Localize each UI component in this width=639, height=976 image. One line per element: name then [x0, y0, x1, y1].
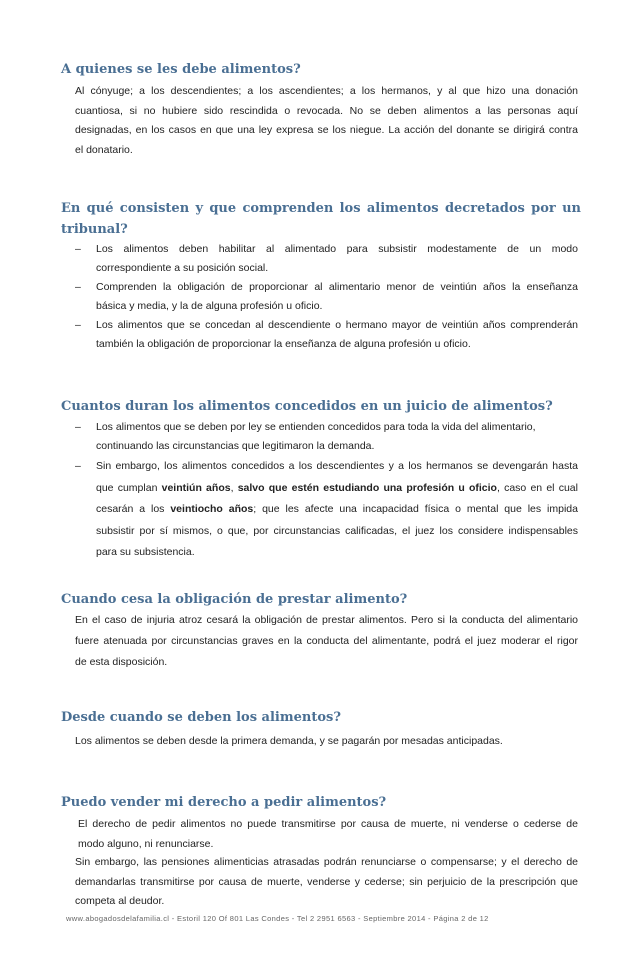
list-item [75, 278, 578, 316]
dash-bullet: – [75, 243, 81, 255]
section-heading-desde-cuando: Desde cuando se deben los alimentos? [61, 710, 341, 725]
text-line: El derecho de pedir alimentos no puede transmitirse por causa de muerte, ni venderse o cederse de [78, 818, 578, 830]
text-line: de esta disposición. [75, 656, 168, 668]
text-line: modo alguno, ni renunciarse. [78, 837, 214, 850]
text-line: continuando las circunstancias que legitimaron la demanda. [96, 440, 375, 452]
text-line: fuere atenuada por circunstancias graves en la conducta del alimentante, podrá el juez moderar el rigor [75, 635, 578, 647]
text-line: correspondiente a su posición social. [96, 262, 269, 274]
list-item [75, 456, 578, 564]
cuantos-duran-list [75, 418, 578, 564]
text-line: Comprenden la obligación de proporcionar al alimentario menor de veintiún años la enseñanza [96, 281, 578, 293]
consisten-list [75, 240, 578, 354]
list-item [75, 240, 578, 278]
text-run: , [230, 481, 238, 494]
text-line: Los alimentos que se concedan al descendiente o hermano mayor de veintiún años comprenderán [96, 319, 578, 331]
section-heading-cesa: Cuando cesa la obligación de prestar alimento? [61, 592, 408, 607]
text-line: Sin embargo, los alimentos concedidos a los descendientes y a los hermanos se devengarán hasta [96, 460, 578, 472]
section-text-vender-a [78, 815, 578, 854]
text-line: competa al deudor. [75, 895, 165, 907]
section-text-cesa [75, 610, 578, 673]
section-heading-vender: Puedo vender mi derecho a pedir alimentos? [61, 795, 387, 810]
list-item [75, 316, 578, 354]
section-text-desde-cuando [75, 732, 578, 752]
section-text-vender-b [75, 853, 578, 912]
section-heading-cuantos-duran: Cuantos duran los alimentos concedidos en un juicio de alimentos? [61, 399, 553, 414]
text-run: , caso en el cual [496, 481, 578, 494]
bold-text: veintiocho años [170, 503, 254, 515]
text-line: Sin embargo, las pensiones alimenticias atrasadas podrán renunciarse o compensarse; y el derecho de [75, 856, 578, 868]
section-text-quienes [75, 82, 578, 160]
text-line [96, 499, 578, 521]
text-line: subsistir por sí mismos, o que, por circunstancias calificadas, el juez los considere indispensables [96, 524, 578, 537]
text-line: Los alimentos que se deben por ley se entienden concedidos para toda la vida del alimentario, [96, 421, 536, 433]
dash-bullet: – [75, 319, 81, 331]
text-line: cuantiosa, si no hubiere sido rescindida o revocada. No se deben alimentos a las personas aquí [75, 104, 578, 117]
section-heading-consisten-l2: tribunal? [61, 222, 128, 237]
text-line: demandarlas transmitirse por causa de muerte, venderse y cederse; sin perjuicio de la prescripción que [75, 875, 578, 888]
page-footer: www.abogadosdelafamilia.cl - Estoril 120 Of 801 Las Condes - Tel 2 2951 6563 - Septiembre 2014 - Página 2 de 12 [66, 914, 489, 923]
text-line [96, 478, 578, 500]
dash-bullet: – [75, 421, 81, 433]
text-line: Los alimentos se deben desde la primera demanda, y se pagarán por mesadas anticipadas. [75, 735, 503, 747]
text-line: el donatario. [75, 143, 133, 156]
text-line: para su subsistencia. [96, 546, 195, 558]
text-line: básica y media, y la de alguna profesión u oficio. [96, 300, 323, 312]
section-heading-consisten-l1: En qué consisten y que comprenden los alimentos decretados por un [61, 201, 581, 216]
text-line: también la obligación de proporcionar la enseñanza de alguna profesión u oficio. [96, 338, 471, 350]
bold-text: veintiún años [161, 481, 231, 494]
text-line: designadas, en los casos en que una ley expresa se los niegue. La acción del donante se dirigirá contra [75, 124, 578, 136]
text-line: Al cónyuge; a los descendientes; a los ascendientes; a los hermanos, y al que hizo una donación [75, 85, 578, 97]
dash-bullet: – [75, 460, 81, 472]
dash-bullet: – [75, 281, 81, 293]
section-heading-quienes: A quienes se les debe alimentos? [61, 62, 301, 77]
text-line: En el caso de injuria atroz cesará la obligación de prestar alimentos. Pero si la conducta del alimentario [75, 614, 578, 626]
text-run: que cumplan [96, 481, 162, 494]
text-run: ; que les afecte una incapacidad física o mental que les impida [253, 503, 578, 515]
bold-text: salvo que estén estudiando una profesión u oficio [237, 481, 497, 494]
list-item [75, 418, 578, 456]
text-line: Los alimentos deben habilitar al alimentado para subsistir modestamente de un modo [96, 243, 578, 255]
text-run: cesarán a los [96, 503, 171, 515]
